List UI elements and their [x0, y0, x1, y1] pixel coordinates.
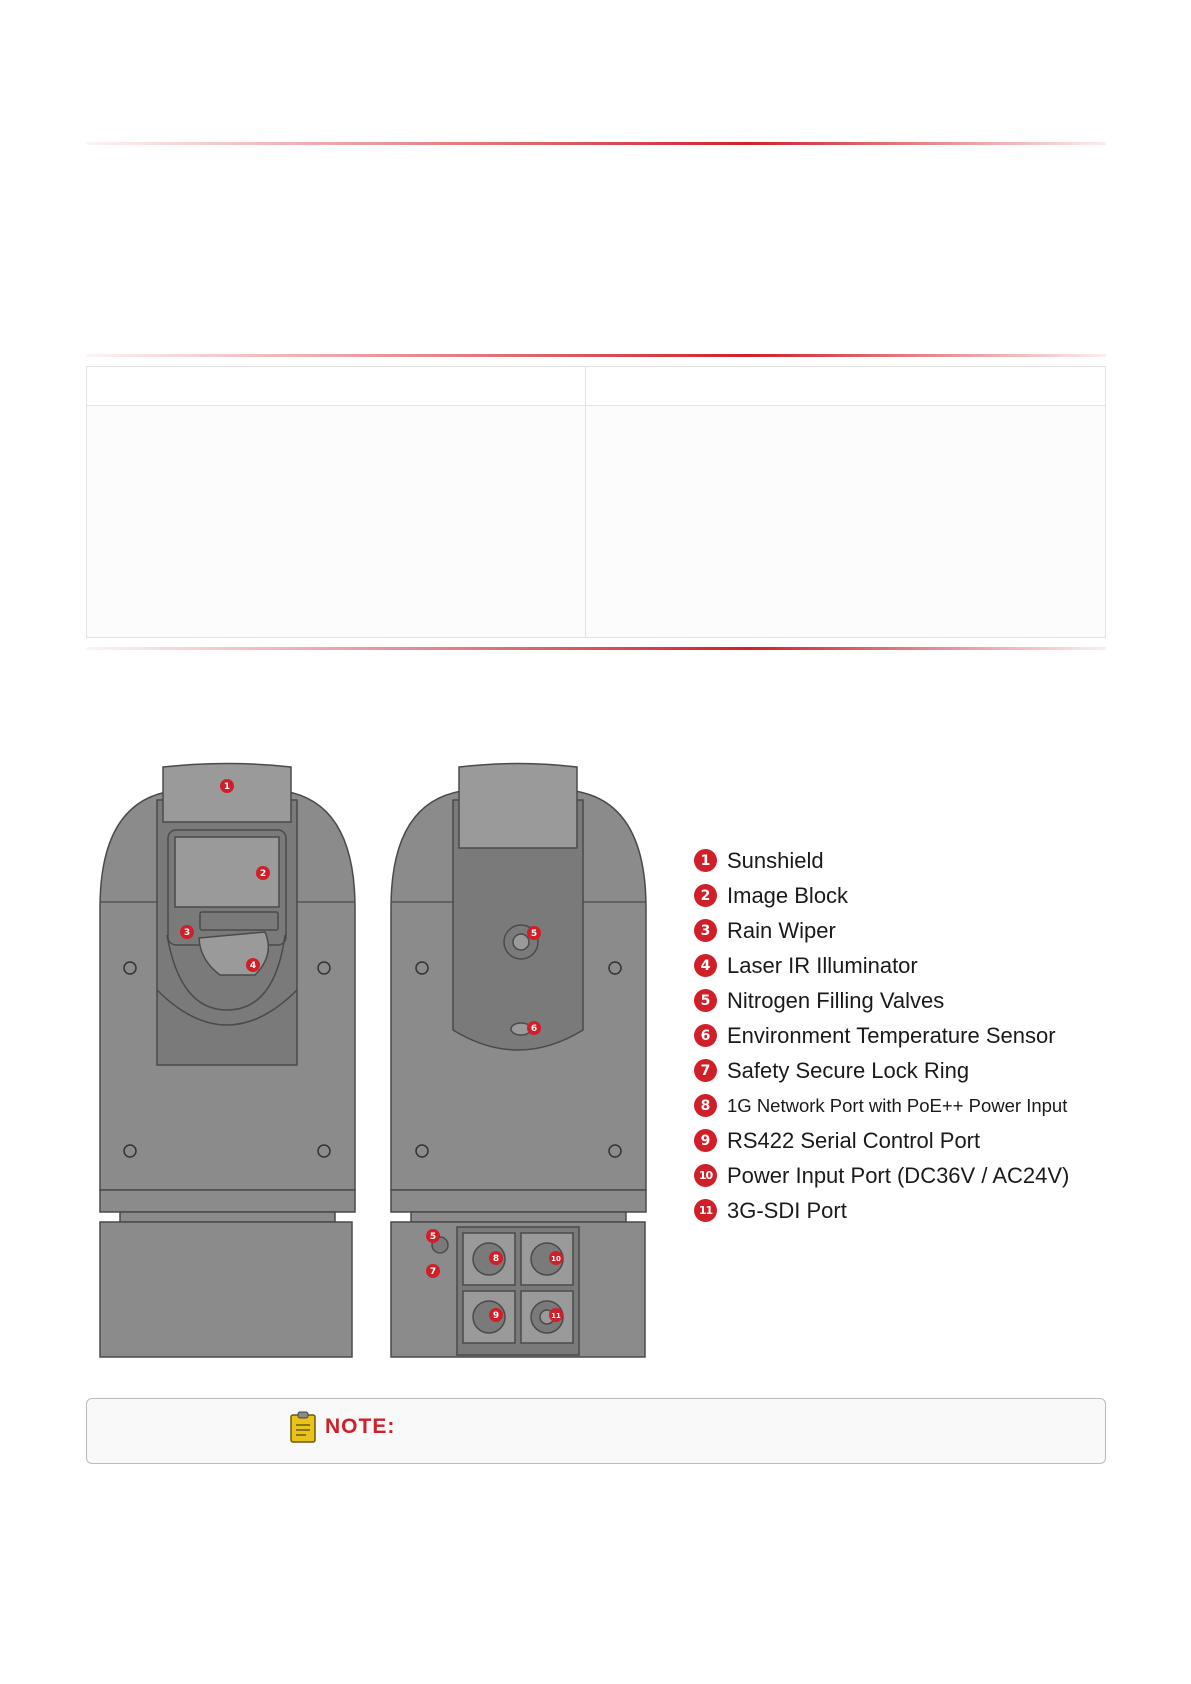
note-box — [86, 1398, 1106, 1464]
legend-item — [694, 843, 1124, 878]
divider-top — [86, 142, 1106, 145]
legend-number: 8 — [694, 1094, 717, 1117]
svg-text:10: 10 — [551, 1255, 561, 1263]
legend-label: Power Input Port (DC36V / AC24V) — [727, 1162, 1070, 1188]
base-marker-8 — [489, 1251, 503, 1265]
base-marker-11 — [549, 1308, 563, 1322]
note-pad-icon — [290, 1411, 316, 1443]
legend-item — [694, 1018, 1124, 1053]
legend-label: Rain Wiper — [727, 917, 836, 943]
svg-text:2: 2 — [259, 869, 267, 879]
legend-item — [694, 1158, 1124, 1193]
front-marker-2 — [256, 866, 270, 880]
legend-item — [694, 1123, 1124, 1158]
svg-text:8: 8 — [492, 1254, 500, 1264]
legend-number: 2 — [694, 884, 717, 907]
legend-number: 6 — [694, 1024, 717, 1047]
base-marker-7 — [426, 1264, 440, 1278]
legend-number: 4 — [694, 954, 717, 977]
legend-item — [694, 878, 1124, 913]
note-label: NOTE: — [325, 1415, 396, 1438]
divider-lower — [86, 647, 1106, 650]
svg-text:11: 11 — [551, 1312, 561, 1320]
legend-number: 9 — [694, 1129, 717, 1152]
legend-label: Image Block — [727, 882, 849, 908]
table-header-row — [87, 367, 1105, 406]
legend-item — [694, 983, 1124, 1018]
legend-label: Safety Secure Lock Ring — [727, 1057, 970, 1083]
legend-label: Environment Temperature Sensor — [727, 1022, 1056, 1048]
legend-item — [694, 948, 1124, 983]
legend-item — [694, 1053, 1124, 1088]
svg-text:5: 5 — [530, 929, 538, 939]
svg-text:7: 7 — [429, 1267, 437, 1277]
legend-label: Laser IR Illuminator — [727, 952, 918, 978]
legend-label: 1G Network Port with PoE++ Power Input — [727, 1094, 1068, 1116]
legend-number: 10 — [694, 1164, 717, 1187]
legend-label: 3G-SDI Port — [727, 1197, 847, 1223]
svg-text:3: 3 — [183, 928, 191, 938]
front-view — [100, 764, 355, 1358]
svg-text:9: 9 — [492, 1311, 500, 1321]
legend-item — [694, 1193, 1124, 1228]
legend-item — [694, 913, 1124, 948]
component-legend — [694, 843, 1124, 1228]
legend-number: 3 — [694, 919, 717, 942]
legend-label: RS422 Serial Control Port — [727, 1127, 981, 1153]
legend-label: Sunshield — [727, 847, 824, 873]
front-marker-1 — [220, 779, 234, 793]
legend-number: 11 — [694, 1199, 717, 1222]
svg-text:6: 6 — [530, 1024, 538, 1034]
svg-text:5: 5 — [429, 1232, 437, 1242]
spec-table — [86, 366, 1106, 638]
svg-text:4: 4 — [249, 961, 257, 971]
legend-label: Nitrogen Filling Valves — [727, 987, 945, 1013]
front-marker-4 — [246, 958, 260, 972]
camera-diagram — [95, 760, 675, 1380]
back-marker-6 — [527, 1021, 541, 1035]
back-marker-5 — [527, 926, 541, 940]
back-view — [391, 764, 646, 1358]
divider-middle — [86, 354, 1106, 357]
front-marker-3 — [180, 925, 194, 939]
base-marker-10 — [549, 1251, 563, 1265]
base-marker-5 — [426, 1229, 440, 1243]
svg-text:1: 1 — [223, 782, 231, 792]
legend-number: 7 — [694, 1059, 717, 1082]
legend-number: 1 — [694, 849, 717, 872]
legend-number: 5 — [694, 989, 717, 1012]
legend-item — [694, 1088, 1124, 1123]
base-marker-9 — [489, 1308, 503, 1322]
table-column-divider — [585, 367, 586, 637]
